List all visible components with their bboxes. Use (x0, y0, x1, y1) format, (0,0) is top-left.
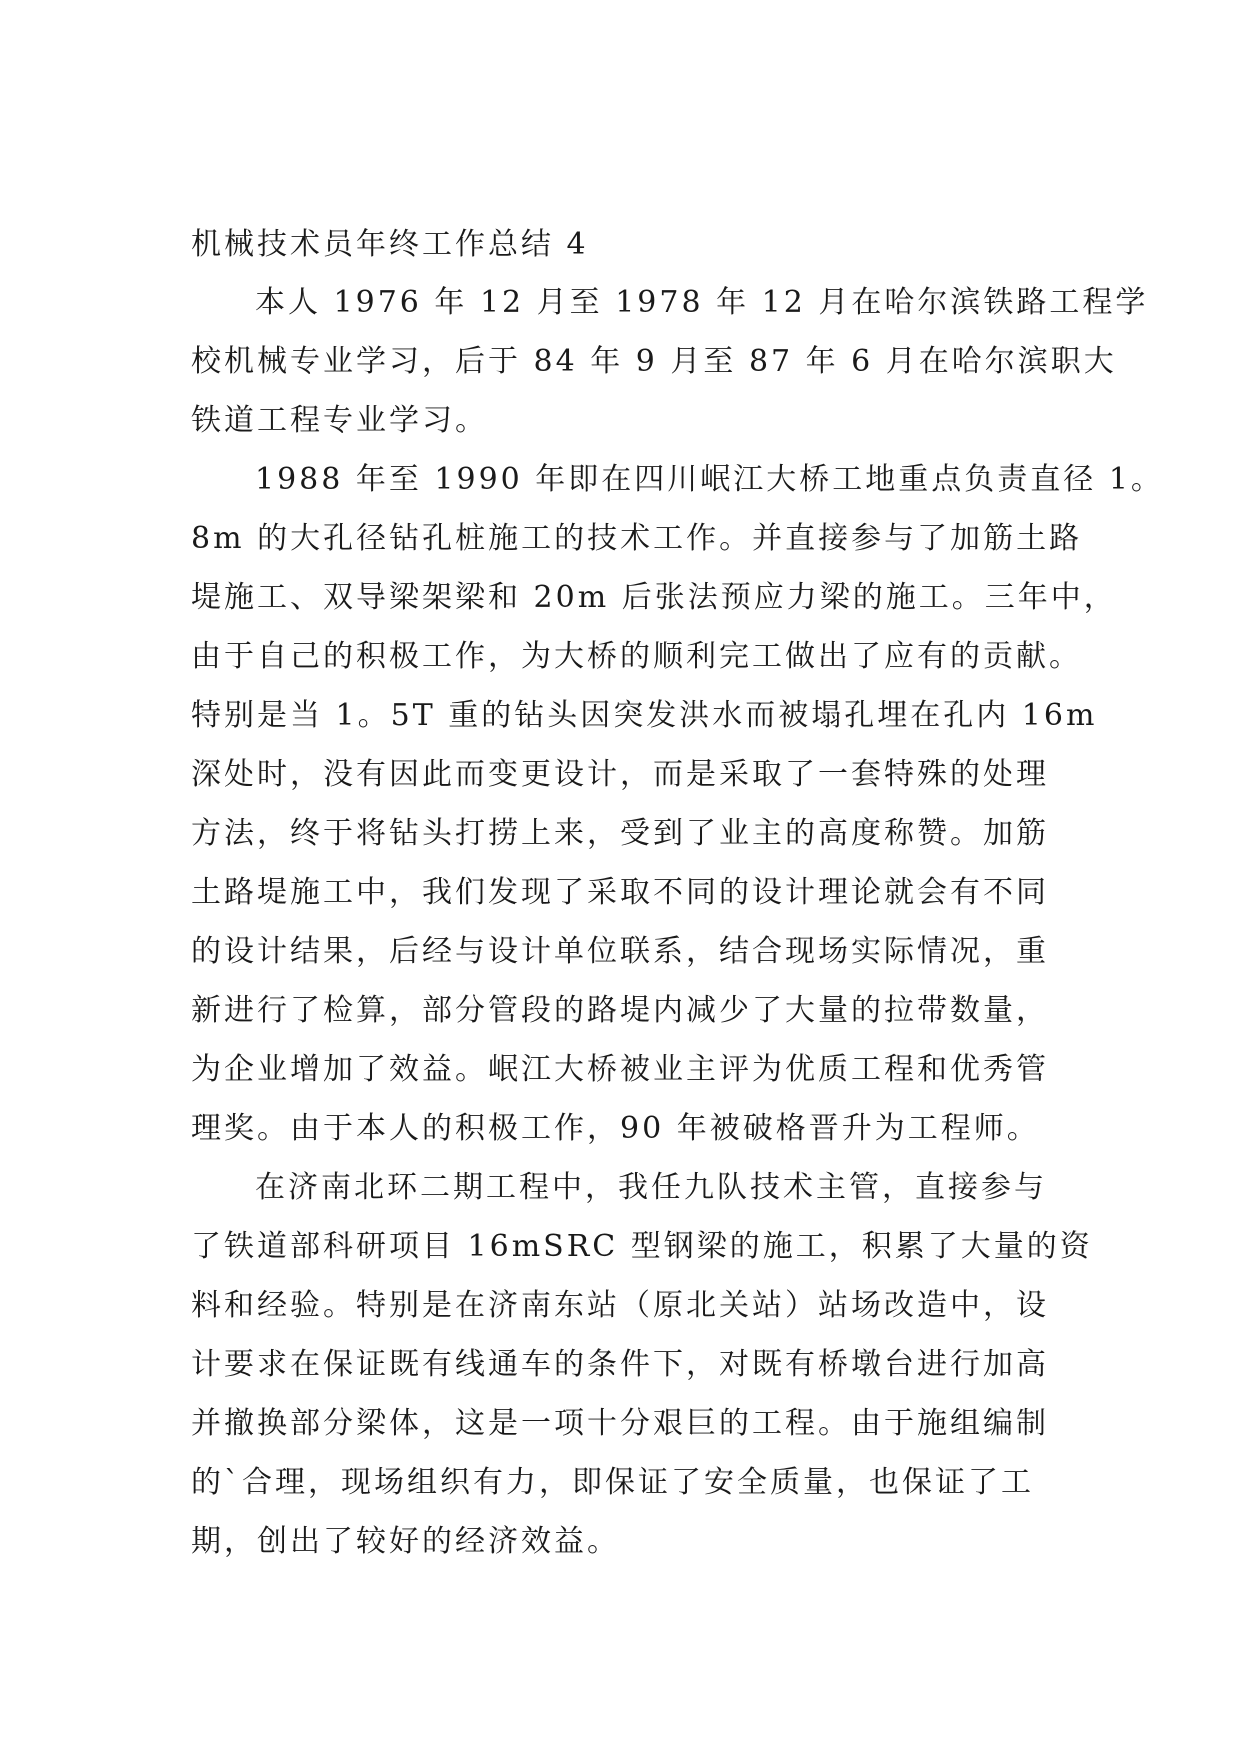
paragraph-line: 为企业增加了效益。岷江大桥被业主评为优质工程和优秀管 (191, 1052, 1049, 1087)
paragraph-line: 方法，终于将钻头打捞上来，受到了业主的高度称赞。加筋 (191, 816, 1049, 851)
document-body (191, 217, 1164, 1571)
paragraph-line: 计要求在保证既有线通车的条件下，对既有桥墩台进行加高 (191, 1347, 1049, 1382)
paragraph-line: 期，创出了较好的经济效益。 (191, 1524, 620, 1559)
paragraph-line: 堤施工、双导梁架梁和 20m 后张法预应力梁的施工。三年中， (191, 580, 1117, 615)
paragraph-line: 特别是当 1。5T 重的钻头因突发洪水而被塌孔埋在孔内 16m (191, 698, 1098, 733)
paragraph-line: 的设计结果，后经与设计单位联系，结合现场实际情况，重 (191, 934, 1049, 969)
paragraph-line: 了铁道部科研项目 16mSRC 型钢梁的施工，积累了大量的资 (191, 1229, 1093, 1264)
paragraph-line: 在济南北环二期工程中，我任九队技术主管，直接参与 (255, 1170, 1047, 1205)
paragraph-line: 深处时，没有因此而变更设计，而是采取了一套特殊的处理 (191, 757, 1049, 792)
paragraph-line: 新进行了检算，部分管段的路堤内减少了大量的拉带数量， (191, 993, 1049, 1028)
paragraph-line: 并撤换部分梁体，这是一项十分艰巨的工程。由于施组编制 (191, 1406, 1049, 1441)
document-title: 机械技术员年终工作总结 4 (191, 227, 589, 262)
paragraph-line: 由于自己的积极工作，为大桥的顺利完工做出了应有的贡献。 (191, 639, 1082, 674)
paragraph-line: 8m 的大孔径钻孔桩施工的技术工作。并直接参与了加筋土路 (191, 521, 1083, 556)
paragraph-line: 的`合理，现场组织有力，即保证了安全质量，也保证了工 (191, 1465, 1034, 1500)
paragraph-education (191, 273, 1149, 450)
paragraph-line: 校机械专业学习，后于 84 年 9 月至 87 年 6 月在哈尔滨职大 (191, 344, 1117, 379)
paragraph-line: 本人 1976 年 12 月至 1978 年 12 月在哈尔滨铁路工程学 (255, 285, 1149, 320)
paragraph-line: 料和经验。特别是在济南东站（原北关站）站场改造中，设 (191, 1288, 1049, 1323)
paragraph-line: 理奖。由于本人的积极工作，90 年被破格晋升为工程师。 (191, 1111, 1040, 1146)
paragraph-minjiang-bridge (191, 450, 1164, 1158)
paragraph-line: 土路堤施工中，我们发现了采取不同的设计理论就会有不同 (191, 875, 1049, 910)
paragraph-line: 1988 年至 1990 年即在四川岷江大桥工地重点负责直径 1。 (255, 462, 1164, 497)
paragraph-line: 铁道工程专业学习。 (191, 403, 488, 438)
paragraph-jinan-project (191, 1158, 1093, 1571)
